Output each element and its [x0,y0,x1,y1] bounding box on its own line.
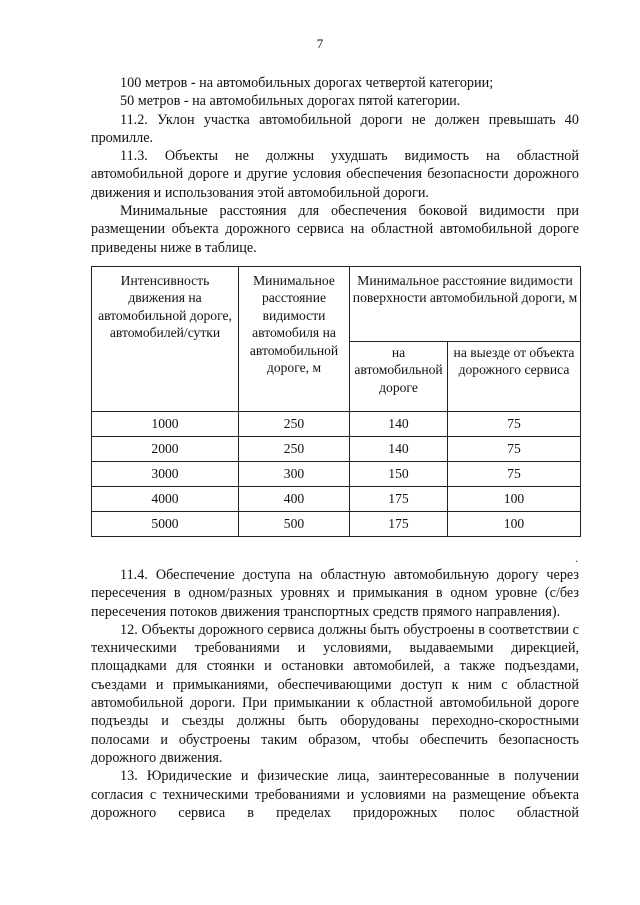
header-min-surface-distance: Минимальное расстояние видимости поверхности автомобильной дороги, м [350,267,581,342]
cell-at-exit: 75 [448,437,581,462]
paragraph-11-2: 11.2. Уклон участка автомобильной дороги не должен превышать 40 промилле. [91,111,579,146]
cell-intensity: 3000 [92,462,239,487]
cell-min-vehicle: 500 [239,512,350,537]
cell-intensity: 1000 [92,412,239,437]
cell-on-road: 175 [350,487,448,512]
header-on-road: на автомобильной дороге [350,342,448,412]
cell-at-exit: 100 [448,512,581,537]
header-min-vehicle-distance: Минимальное расстояние видимости автомобиля на автомобильной дороге, м [239,267,350,412]
table-row [92,412,581,437]
cell-at-exit: 75 [448,412,581,437]
table-row [92,512,581,537]
table-row [92,437,581,462]
cell-at-exit: 100 [448,487,581,512]
cell-on-road: 150 [350,462,448,487]
cell-min-vehicle: 250 [239,412,350,437]
cell-on-road: 140 [350,412,448,437]
paragraph-12: 12. Объекты дорожного сервиса должны быть обустроены в соответствии с техническими требованиями и условиями, выдаваемыми дирекцией, площадками для стоянки и остановки автомобилей, а также подъездами, съездами и примыканиями, обеспечивающими доступ к ним с областной автомобильной дороги. При примыкании к областной автомобильной дороге подъезды и съезды должны быть оборудованы переходно-скоростными полосами и обустроены таким образом, чтобы обеспечить безопасность дорожного движения. [91,621,579,766]
table-row [92,462,581,487]
cell-min-vehicle: 250 [239,437,350,462]
top-text-block [91,74,579,257]
cell-on-road: 175 [350,512,448,537]
page-number: 7 [316,36,324,51]
header-intensity: Интенсивность движения на автомобильной дороге, автомобилей/сутки [92,267,239,412]
paragraph-distance-100: 100 метров - на автомобильных дорогах четвертой категории; [120,75,494,91]
paragraph-11-4: 11.4. Обеспечение доступа на областную автомобильную дорогу через пересечения в одном/разных уровнях и примыкания в одном уровне (с/без пересечения потоков движения транспортных средств прямого направления). [91,567,579,620]
cell-intensity: 2000 [92,437,239,462]
cell-intensity: 4000 [92,487,239,512]
cell-on-road: 140 [350,437,448,462]
bottom-text-block [91,566,579,822]
paragraph-table-intro: Минимальные расстояния для обеспечения боковой видимости при размещении объекта дорожного сервиса на областной автомобильной дороге приведены ниже в таблице. [91,203,579,256]
cell-min-vehicle: 400 [239,487,350,512]
paragraph-11-3: 11.3. Объекты не должны ухудшать видимость на областной автомобильной дороге и другие условия обеспечения безопасности дорожного движения и использования этой автомобильной дороги. [91,148,579,201]
table-row [92,487,581,512]
cell-intensity: 5000 [92,512,239,537]
header-at-exit: на выезде от объекта дорожного сервиса [448,342,581,412]
paragraph-13: 13. Юридические и физические лица, заинтересованные в получении согласия с техническими требованиями и условиями на размещение объекта дорожного сервиса в пределах придорожных полос областной [91,768,579,821]
visibility-distance-table [91,266,581,537]
paragraph-distance-50: 50 метров - на автомобильных дорогах пятой категории. [120,93,461,110]
trailing-dot: . [575,551,578,565]
cell-min-vehicle: 300 [239,462,350,487]
cell-at-exit: 75 [448,462,581,487]
